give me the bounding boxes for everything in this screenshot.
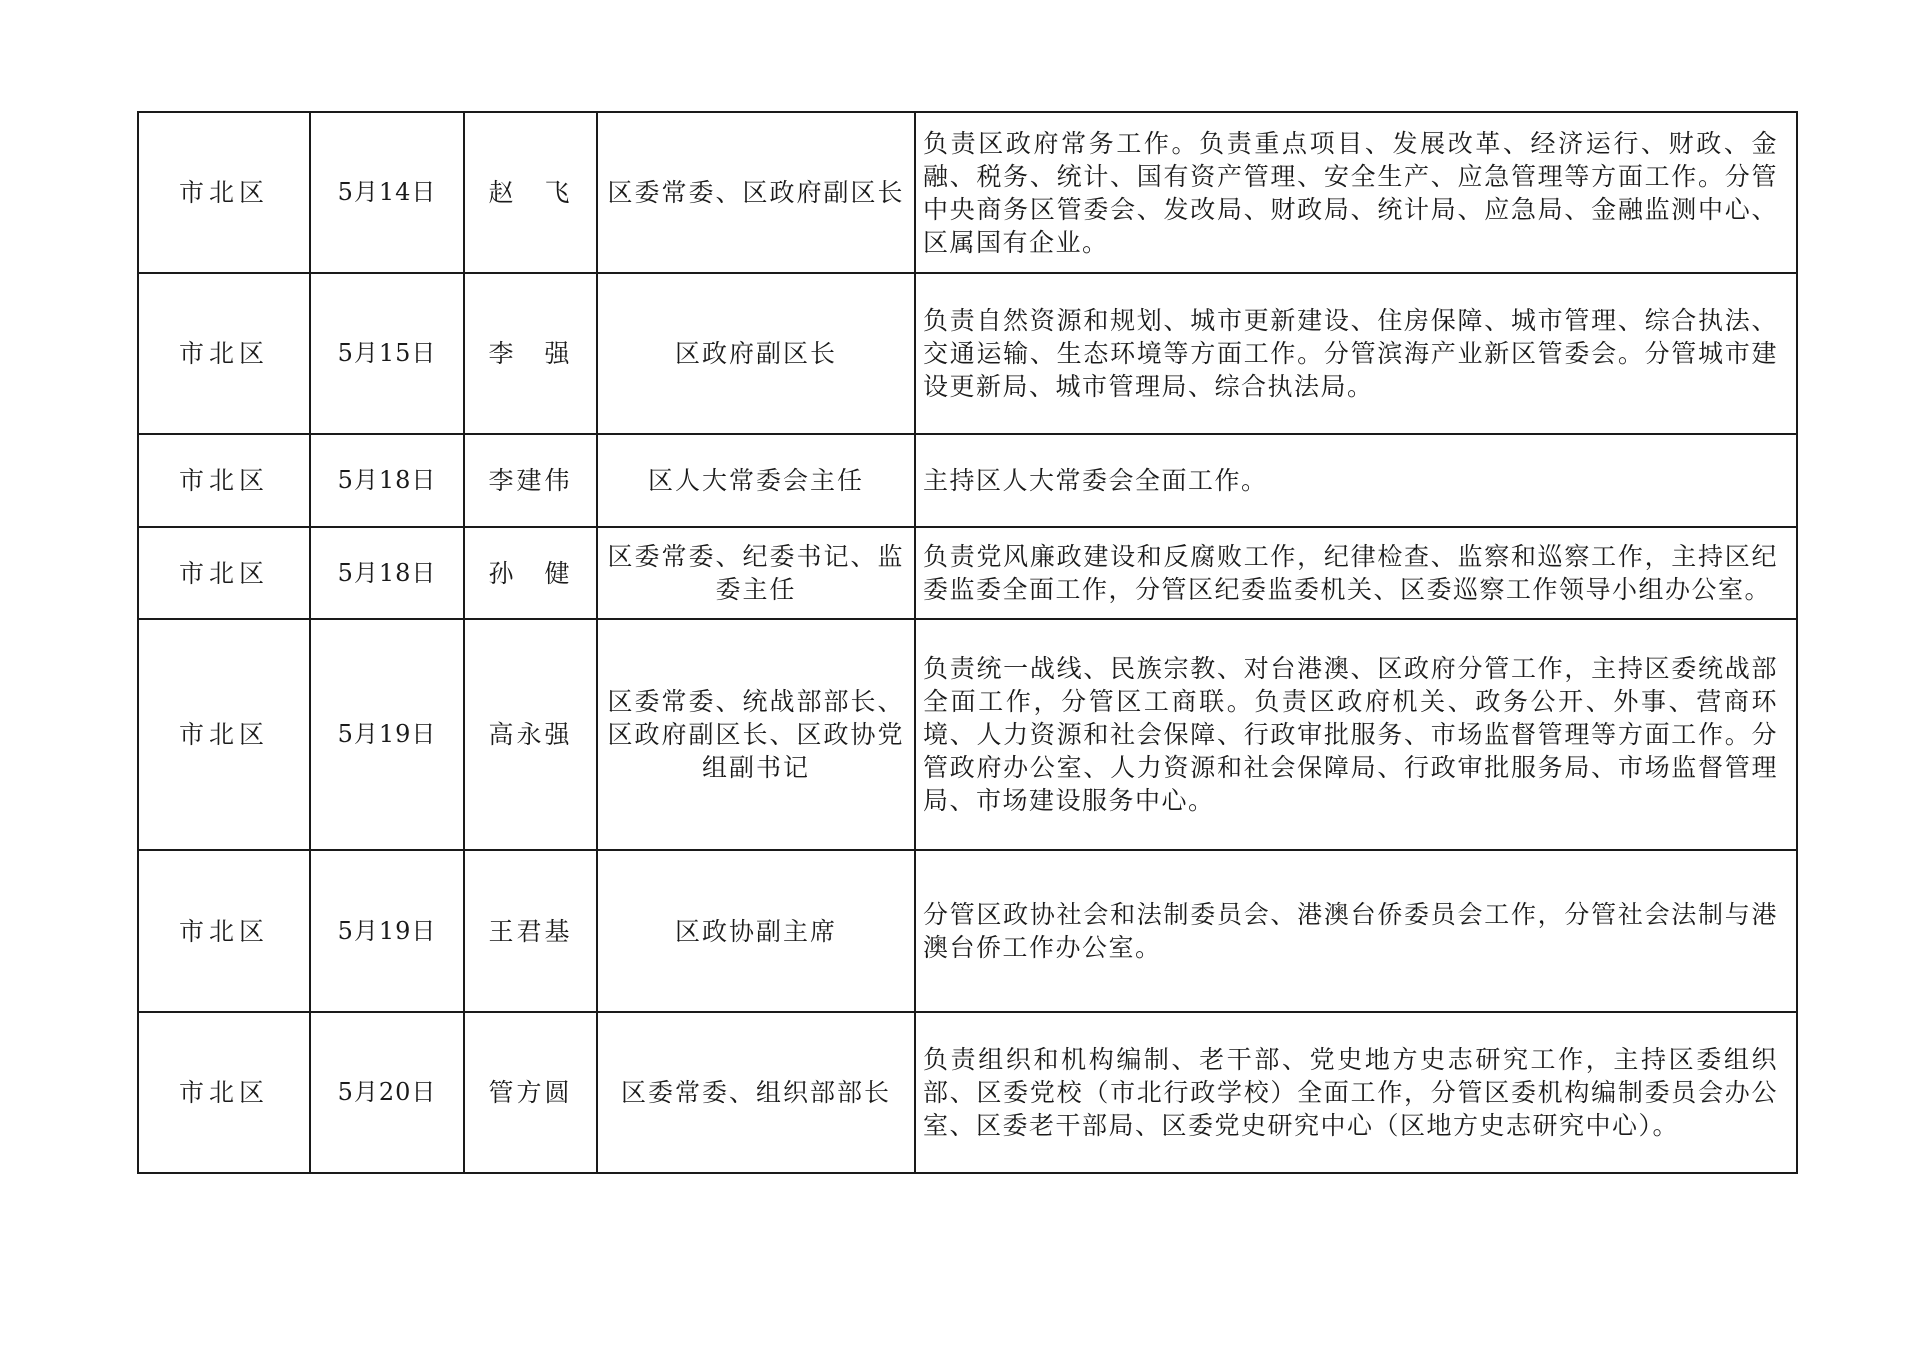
table-row bbox=[138, 112, 1797, 273]
duties-cell bbox=[915, 273, 1797, 434]
duties-cell bbox=[915, 527, 1797, 619]
district-cell bbox=[138, 273, 310, 434]
date-cell bbox=[310, 112, 464, 273]
duties-cell bbox=[915, 850, 1797, 1012]
duties-text: 负责自然资源和规划、城市更新建设、住房保障、城市管理、综合执法、交通运输、生态环境等方面工作。分管滨海产业新区管委会。分管城市建设更新局、城市管理局、综合执法局。 bbox=[923, 306, 1778, 401]
duties-text: 分管区政协社会和法制委员会、港澳台侨委员会工作，分管社会法制与港澳台侨工作办公室。 bbox=[923, 900, 1778, 962]
duties-text: 负责党风廉政建设和反腐败工作，纪律检查、监察和巡察工作，主持区纪委监委全面工作，分管区纪委监委机关、区委巡察工作领导小组办公室。 bbox=[923, 542, 1778, 604]
name-text: 赵 飞 bbox=[488, 178, 573, 207]
table-row bbox=[138, 619, 1797, 850]
table-body bbox=[138, 112, 1797, 1173]
district-text: 市北区 bbox=[178, 339, 269, 368]
date-cell bbox=[310, 850, 464, 1012]
position-text: 区委常委、组织部部长 bbox=[620, 1078, 891, 1107]
position-cell bbox=[597, 527, 915, 619]
position-text: 区委常委、区政府副区长 bbox=[607, 178, 905, 207]
date-text: 5月18日 bbox=[337, 466, 437, 494]
table-row bbox=[138, 1012, 1797, 1173]
duties-cell bbox=[915, 112, 1797, 273]
district-text: 市北区 bbox=[178, 720, 269, 749]
name-cell bbox=[464, 273, 597, 434]
position-cell bbox=[597, 850, 915, 1012]
date-text: 5月18日 bbox=[337, 558, 437, 587]
position-text: 区政协副主席 bbox=[674, 916, 837, 946]
position-cell bbox=[597, 619, 915, 850]
district-cell bbox=[138, 434, 310, 527]
position-cell bbox=[597, 1012, 915, 1173]
name-text: 王君基 bbox=[488, 916, 573, 946]
duties-text: 负责区政府常务工作。负责重点项目、发展改革、经济运行、财政、金融、税务、统计、国有资产管理、安全生产、应急管理等方面工作。分管中央商务区管委会、发改局、财政局、统计局、应急局、金融监测中心、区属国有企业。 bbox=[923, 128, 1778, 257]
district-text: 市北区 bbox=[178, 466, 269, 495]
date-cell bbox=[310, 527, 464, 619]
duties-cell bbox=[915, 1012, 1797, 1173]
district-text: 市北区 bbox=[178, 178, 269, 207]
name-cell bbox=[464, 1012, 597, 1173]
table-row bbox=[138, 434, 1797, 527]
duties-text: 负责组织和机构编制、老干部、党史地方史志研究工作，主持区委组织部、区委党校（市北行政学校）全面工作，分管区委机构编制委员会办公室、区委老干部局、区委党史研究中心（区地方史志研究中心）。 bbox=[923, 1045, 1778, 1140]
position-cell bbox=[597, 273, 915, 434]
position-cell bbox=[597, 434, 915, 527]
date-text: 5月19日 bbox=[337, 720, 437, 748]
duties-text: 主持区人大常委会全面工作。 bbox=[923, 466, 1268, 495]
name-text: 管方圆 bbox=[488, 1078, 573, 1107]
name-text: 高永强 bbox=[488, 720, 573, 749]
district-cell bbox=[138, 850, 310, 1012]
leaders-duty-table bbox=[137, 111, 1798, 1174]
district-cell bbox=[138, 112, 310, 273]
district-cell bbox=[138, 619, 310, 850]
duties-text: 负责统一战线、民族宗教、对台港澳、区政府分管工作，主持区委统战部全面工作，分管区工商联。负责区政府机关、政务公开、外事、营商环境、人力资源和社会保障、行政审批服务、市场监督管理等方面工作。分管政府办公室、人力资源和社会保障局、行政审批服务局、市场监督管理局、市场建设服务中心。 bbox=[923, 654, 1778, 815]
district-cell bbox=[138, 1012, 310, 1173]
position-cell bbox=[597, 112, 915, 273]
name-cell bbox=[464, 527, 597, 619]
table-row bbox=[138, 850, 1797, 1012]
name-text: 李 强 bbox=[488, 339, 573, 368]
name-cell bbox=[464, 850, 597, 1012]
position-text: 区委常委、统战部部长、区政府副区长、区政协党组副书记 bbox=[607, 687, 905, 782]
position-text: 区人大常委会主任 bbox=[647, 466, 864, 495]
name-text: 李建伟 bbox=[488, 466, 573, 495]
position-text: 区政府副区长 bbox=[674, 339, 837, 368]
date-text: 5月14日 bbox=[337, 178, 437, 206]
name-text: 孙 健 bbox=[488, 558, 573, 588]
name-cell bbox=[464, 112, 597, 273]
table-row bbox=[138, 273, 1797, 434]
date-text: 5月20日 bbox=[337, 1078, 437, 1106]
duties-cell bbox=[915, 434, 1797, 527]
name-cell bbox=[464, 619, 597, 850]
date-cell bbox=[310, 273, 464, 434]
district-cell bbox=[138, 527, 310, 619]
date-cell bbox=[310, 1012, 464, 1173]
date-text: 5月19日 bbox=[337, 916, 437, 945]
date-cell bbox=[310, 434, 464, 527]
table-row bbox=[138, 527, 1797, 619]
district-text: 市北区 bbox=[178, 558, 269, 588]
district-text: 市北区 bbox=[178, 1078, 269, 1107]
district-text: 市北区 bbox=[178, 916, 269, 946]
date-text: 5月15日 bbox=[337, 339, 437, 367]
position-text: 区委常委、纪委书记、监委主任 bbox=[607, 542, 905, 604]
date-cell bbox=[310, 619, 464, 850]
name-cell bbox=[464, 434, 597, 527]
duties-cell bbox=[915, 619, 1797, 850]
